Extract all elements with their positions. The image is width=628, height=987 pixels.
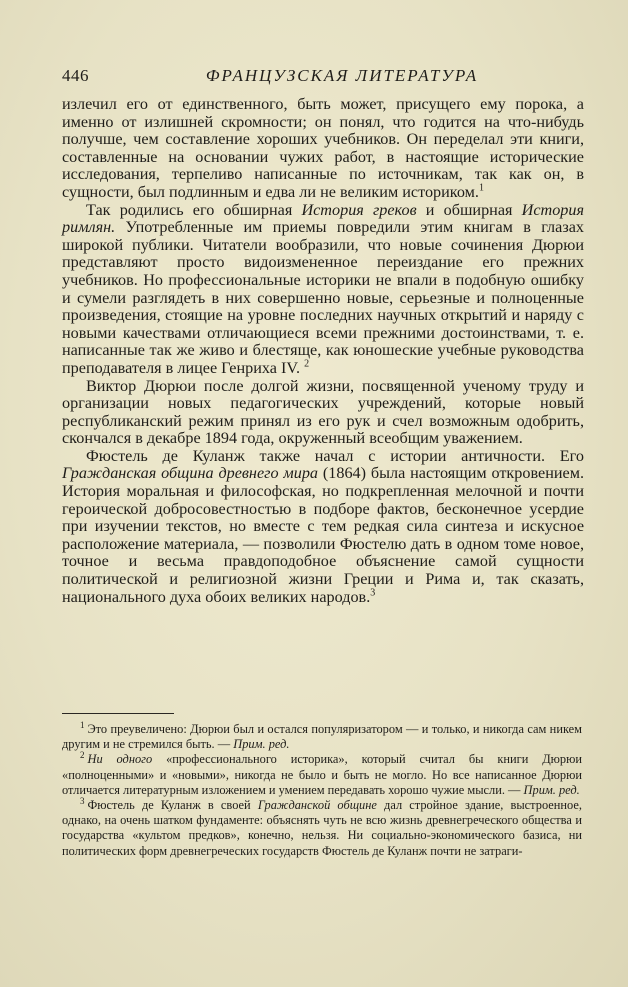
footnote-separator <box>62 713 174 714</box>
paragraph-4-text-b: (1864) была настоящим откровением. История моральная и философская, но подкрепленная мелочной и почти героической добросовестностью в подборе фактов, бесконечное усердие при изучении текстов, но вместе с тем редкая сила синтеза и искусное расположение материала, — позволили Фюстелю дать в одном томе новое, точное и весьма правдоподобное объяснение самой сущности политической и религиозной жизни Греции и Рима и, так сказать, национального духа обоих великих народов. <box>62 464 584 606</box>
paragraph-4-text-a: Фюстель де Куланж также начал с истории античности. Его <box>86 446 584 465</box>
footnote-ref-3: 3 <box>370 587 376 599</box>
footnote-ref-2: 2 <box>304 358 310 370</box>
paragraph-2-text-a: Так родились его обширная <box>86 200 302 219</box>
footnotes <box>62 719 582 859</box>
main-text <box>62 96 584 606</box>
page-number: 446 <box>62 66 89 85</box>
footnote-1-editor-note: Прим. ред. <box>233 737 290 752</box>
footnote-2-text: «профессионального историка», который считал бы книги Дюрюи «полноценными» и «новыми», никогда не было и быть не могло. Но все написанное Дюрюи отличается литературным изложением и умением передавать хорошо чужие мысли. — <box>62 752 582 797</box>
footnote-1-text: Это преувеличено: Дюрюи был и остался популяризатором — и только, и никогда сам никем другим и не стремился быть. — <box>62 722 582 752</box>
footnote-ref-1: 1 <box>478 182 484 194</box>
paragraph-3 <box>62 378 584 448</box>
paragraph-3-text: Виктор Дюрюи после долгой жизни, посвященной ученому труду и организации новых педагогических учреждений, которые новый республиканский режим принял из его рук и счел возможным одобрить, скончался в декабре 1894 года, окруженный всеобщим уважением. <box>62 376 584 448</box>
paragraph-1 <box>62 96 584 202</box>
footnote-2-editor-note: Прим. ред. <box>523 782 580 797</box>
running-title: ФРАНЦУЗСКАЯ ЛИТЕРАТУРА <box>205 66 479 85</box>
book-title-history-romans: История римлян. <box>62 200 584 237</box>
page-header <box>62 66 582 90</box>
paragraph-2-text-c: Употребленные им приемы повредили этим книгам в глазах широкой публики. Читатели вообразили, что новые сочинения Дюрюи представляют просто видоизмененное переиздание его прежних учебников. Но профессиональные историки не впали в подобную ошибку и сумели разглядеть в них совершенно новые, серьезные и полноценные произведения, стоящие на уровне последних научных открытий и наряду с новыми качествами отличающиеся всеми прежними достоинствами, т. е. написанные так же живо и блестяще, как юношеские учебные руководства преподавателя в лицее Генриха IV. <box>62 218 584 377</box>
paragraph-2-text-b: и обширная <box>416 200 522 219</box>
footnote-2-mark: 2 <box>80 750 85 761</box>
footnote-3-mark: 3 <box>80 795 85 806</box>
footnote-3-text-b: дал стройное здание, выстроенное, однако, на очень шатком фундаменте: объяснять чуть не всю жизнь древнегреческого общества и государства «культом предков», конечно, нельзя. Ни социально-экономического базиса, ни политических форм древнегреческих государств Фюстель де Куланж почти не затраги- <box>62 798 582 858</box>
footnote-3 <box>62 795 582 859</box>
paragraph-1-text: излечил его от единственного, быть может, присущего ему порока, а именно от излишней скромности; он понял, что годится на что-нибудь получше, чем составление хороших учебников. Он переделал эти книги, составленные на основании чужих работ, в настоящие исторические исследования, терпеливо написанные по источникам, так как он, в сущности, был подлинным и едва ли не великим историком. <box>62 95 584 201</box>
footnote-3-title: Гражданской общине <box>257 798 377 813</box>
book-title-ancient-city: Гражданская община древнего мира <box>62 464 319 483</box>
footnote-2 <box>62 752 582 798</box>
paragraph-2 <box>62 202 584 378</box>
footnote-3-text-a: Фюстель де Куланж в своей <box>87 798 258 813</box>
footnote-2-lead: Ни одного <box>87 752 153 767</box>
footnote-1-mark: 1 <box>80 719 85 730</box>
footnote-1 <box>62 719 582 752</box>
paragraph-4 <box>62 448 584 606</box>
book-title-history-greeks: История греков <box>301 200 417 219</box>
